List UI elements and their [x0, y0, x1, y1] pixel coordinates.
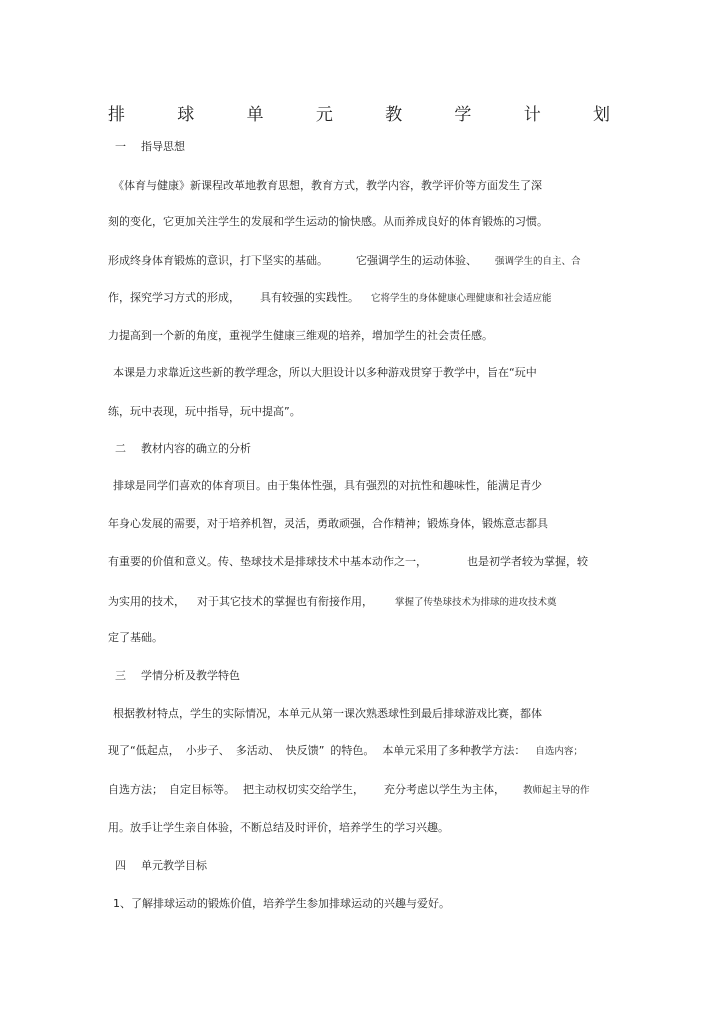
paragraph-line: 用。放手让学生亲自体验，不断总结及时评价，培养学生的学习兴趣。	[108, 821, 449, 834]
line-segment: 多活动、	[235, 744, 280, 757]
title-char: 学	[454, 105, 472, 125]
line-segment: 它将学生的身体健康心理健康和社会适应能	[371, 293, 552, 304]
line-segment: 教师起主导的作	[523, 785, 590, 796]
paragraph-line: 力提高到一个新的角度，重视学生健康三维观的培养，增加学生的社会责任感。	[108, 329, 493, 342]
line-segment: 它强调学生的运动体验、	[356, 254, 477, 267]
line-segment: 快反馈”	[285, 744, 325, 757]
line-segment: 的特色。	[330, 744, 375, 757]
title-char: 单	[246, 105, 264, 125]
paragraph-line: 根据教材特点，学生的实际情况，本单元从第一课次熟悉球性到最后排球游戏比赛，都体	[113, 707, 542, 720]
paragraph-line: 本课是力求靠近这些新的教学理念，所以大胆设计以多种游戏贯穿于教学中，旨在“玩中	[113, 366, 537, 379]
line-segment: 也是初学者较为掌握，较	[467, 555, 588, 568]
line-segment: 对于其它技术的掌握也有衔接作用，	[197, 595, 373, 608]
section-heading-1	[115, 140, 185, 154]
section-heading-4	[115, 859, 207, 873]
title-char: 元	[315, 105, 333, 125]
section-title: 学情分析及教学特色	[141, 669, 240, 682]
paragraph-line: 排球是同学们喜欢的体育项目。由于集体性强，具有强烈的对抗性和趣味性，能满足青少	[113, 479, 542, 492]
paragraph-line	[108, 291, 552, 306]
paragraph-line	[108, 783, 590, 798]
paragraph-line: 刻的变化，它更加关注学生的发展和学生运动的愉快感。从而养成良好的体育锻炼的习惯。	[108, 215, 548, 228]
paragraph-line: 年身心发展的需要，对于培养机智，灵活，勇敢顽强，合作精神；锻炼身体，锻炼意志都具	[108, 517, 548, 530]
line-segment: 具有较强的实践性。	[260, 291, 359, 304]
section-title: 指导思想	[141, 140, 185, 153]
section-number: 四	[115, 859, 126, 872]
line-segment: 现了“低起点，	[108, 744, 180, 757]
line-segment: 自选方法；	[108, 783, 163, 796]
section-heading-2	[115, 442, 251, 456]
line-segment: 自定目标等。	[169, 783, 235, 796]
line-segment: 掌握了传垫球技术为排球的进攻技术奠	[395, 597, 557, 608]
paragraph-line: 定了基础。	[108, 631, 163, 644]
paragraph-line: 《体育与健康》新课程改革地教育思想，教育方式，教学内容，教学评价等方面发生了深	[113, 179, 542, 192]
line-segment: 小步子、	[185, 744, 230, 757]
title-char: 球	[177, 105, 195, 125]
line-segment: 把主动权切实交给学生，	[243, 783, 364, 796]
title-char: 划	[592, 105, 610, 125]
paragraph-line	[108, 555, 588, 569]
section-number: 三	[115, 669, 126, 682]
paragraph-line	[108, 595, 557, 610]
paragraph-line	[108, 254, 581, 269]
title-char: 排	[108, 105, 125, 125]
line-segment: 作，探究学习方式的形成，	[108, 291, 240, 304]
section-number: 一	[115, 140, 126, 153]
line-segment: 自选内容；	[535, 746, 583, 757]
paragraph-line: 练，玩中表现，玩中指导，玩中提高”。	[108, 405, 301, 418]
line-segment: 充分考虑以学生为主体，	[384, 783, 505, 796]
line-segment: 本单元采用了多种教学方法：	[382, 744, 526, 757]
title-char: 计	[523, 105, 541, 125]
paragraph-line	[108, 744, 583, 759]
section-title: 教材内容的确立的分析	[141, 442, 251, 455]
line-segment: 形成终身体育锻炼的意识，打下坚实的基础。	[108, 254, 328, 267]
section-number: 二	[115, 442, 126, 455]
line-segment: 为实用的技术，	[108, 595, 185, 608]
line-segment: 强调学生的自主、合	[495, 256, 581, 267]
line-segment: 有重要的价值和意义。传、垫球技术是排球技术中基本动作之一，	[108, 555, 427, 568]
section-title: 单元教学目标	[141, 859, 207, 872]
document-title	[108, 100, 610, 125]
title-char: 教	[385, 105, 403, 125]
list-item: 1、了解排球运动的锻炼价值，培养学生参加排球运动的兴趣与爱好。	[113, 897, 450, 910]
section-heading-3	[115, 669, 240, 683]
